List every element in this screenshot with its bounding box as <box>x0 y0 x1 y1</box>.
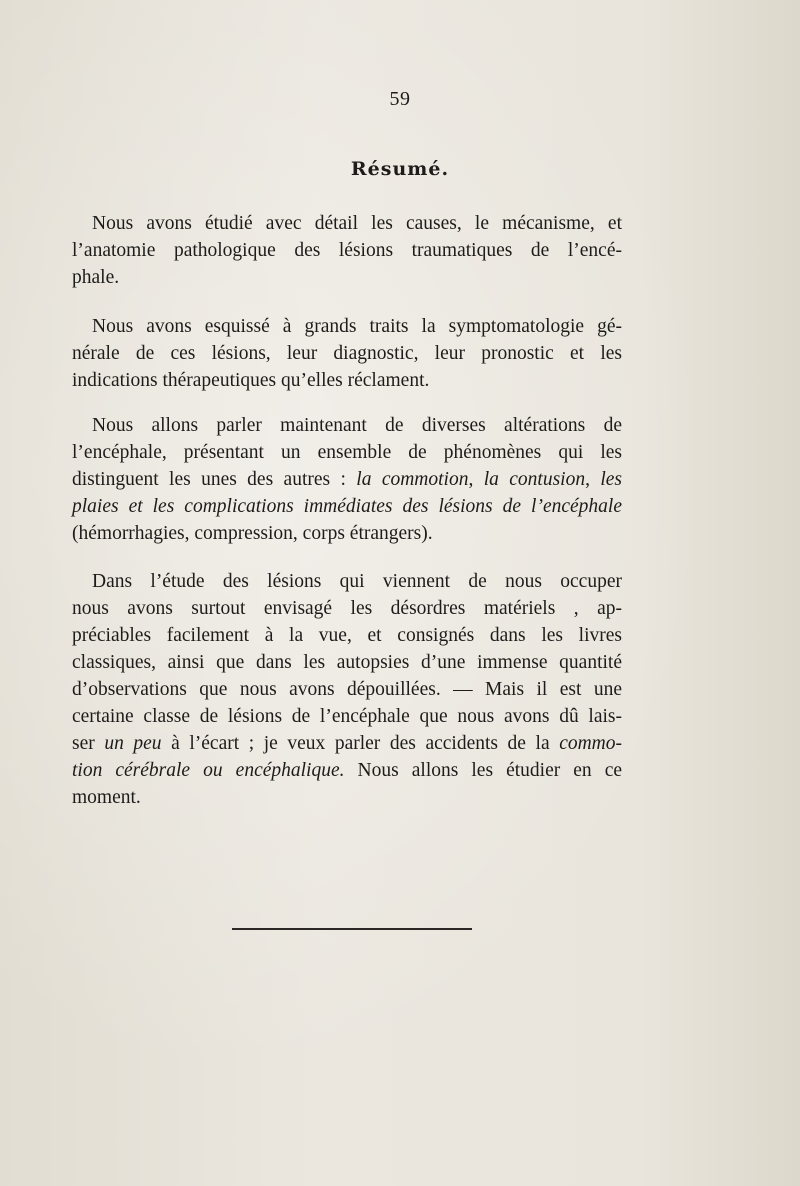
text-run: à l’écart ; je veux parler des accidents de la <box>171 733 550 754</box>
text-line: Dans l’étude des lésions qui viennent de nous occuper <box>92 571 622 592</box>
text-run: Nous allons les étudier en ce <box>357 760 623 781</box>
italic-term: la contusion <box>483 469 586 490</box>
text-line: Nous avons esquissé à grands traits la symptomatologie gé- <box>92 316 622 337</box>
italic-term: la commotion <box>356 469 469 490</box>
text-line: certaine classe de lésions de l’encéphale que nous avons dû lais- <box>72 706 622 727</box>
text-line: nérale de ces lésions, leur diagnostic, leur pronostic et les <box>72 343 622 364</box>
text-line: moment. <box>72 787 141 808</box>
text-line <box>72 757 622 784</box>
text-line: d’observations que nous avons dépouillées. — Mais il est une <box>72 679 622 700</box>
text-line: classiques, ainsi que dans les autopsies d’une immense quantité <box>72 652 622 673</box>
text-line: l’encéphale, présentant un ensemble de phénomènes qui les <box>72 442 622 463</box>
page-number: 59 <box>389 88 411 110</box>
italic-term: les <box>600 469 623 490</box>
paragraph-2 <box>72 313 622 394</box>
text-line: préciables facilement à la vue, et consignés dans les livres <box>72 625 622 646</box>
text-line: phale. <box>72 267 120 288</box>
text-line: l’anatomie pathologique des lésions traumatiques de l’encé- <box>72 240 622 261</box>
italic-line: plaies et les complications immédiates des lésions de l’encéphale <box>72 496 622 517</box>
italic-term: tion cérébrale ou encéphalique. <box>72 760 345 781</box>
paragraph-1 <box>72 210 622 291</box>
italic-term: commo- <box>559 733 623 754</box>
text-run: ser <box>72 733 95 754</box>
text-line <box>72 730 622 757</box>
text-line: (hémorrhagies, compression, corps étrangers). <box>72 523 433 544</box>
text-line: Nous avons étudié avec détail les causes, le mécanisme, et <box>92 213 622 234</box>
text-line: nous avons surtout envisagé les désordres matériels , ap- <box>72 598 622 619</box>
text-line: distinguent les unes des autres : la commotion, la contusion, les <box>72 469 623 490</box>
section-divider <box>232 928 472 930</box>
text-line: Nous allons parler maintenant de diverses altérations de <box>92 415 622 436</box>
paragraph-3 <box>72 412 622 547</box>
text-line: indications thérapeutiques qu’elles réclament. <box>72 370 430 391</box>
paragraph-4 <box>72 568 622 811</box>
italic-term: un peu <box>104 733 162 754</box>
section-heading: Résumé. <box>350 158 450 180</box>
text-run: distinguent les unes des autres : <box>72 469 346 490</box>
